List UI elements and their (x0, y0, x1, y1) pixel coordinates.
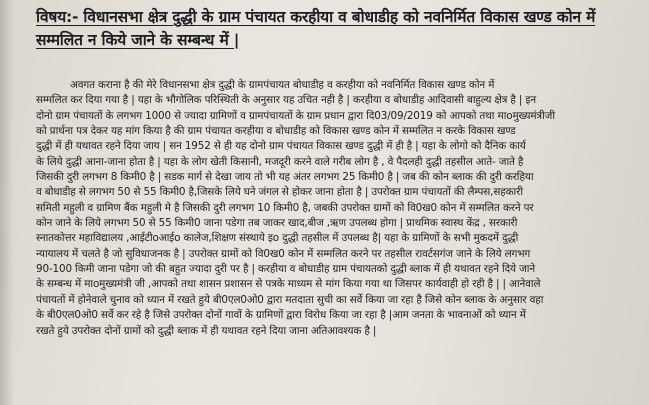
body-line: रखते हुये उपरोक्त दोनों ग्रामों को दुद्धी ब्लाक में ही यथावत रहने दिया जाना अतिआवश्यक है | (36, 324, 377, 337)
body-line: स्नातकोत्तर महाविद्यालय ,आईटीoआईo कालेज,शिक्षण संस्थाये इo दुद्धी तहसील में उपलब्ध है| यहा के ग्रामिणों के सभी मुकदमें दुद्धी (36, 232, 519, 245)
body-line: कोन जाने के लिये लगभग 50 से 55 किमी0 जाना पडेगा तब जाकर खाद,बीज ,ऋण उपलब्ध होगा | प्राथमिक स्वास्थ केंद्र , सरकारी (36, 217, 518, 230)
body-line: दुद्धी में ही यथावत रहने दिया जाय | सन 1952 से ही यह दोनो ग्राम पंचायत विकास खण्ड दुद्धी में ही है | यहा के लोगो को दैनिक कार्य (36, 140, 526, 153)
subject-heading (36, 6, 635, 52)
body-line: व बोधाडीह से लगभग 50 से 55 किमी0 है,जिसके लिये घने जंगल से होकर जाना होता है | उपरोक्त ग्राम पंचायतों की लैम्पस,सहकारी (36, 186, 523, 199)
page-edge-shadow (0, 0, 14, 405)
body-line: न्यायालय में चलते है जो सुविधाजनक है | उपरोक्त ग्रामों को वि0ख0 कोन में सम्मलित करने पर तहसील रावर्टसगंज जाने के लिये लगभग (36, 247, 531, 260)
body-line: समिती महुली व ग्रामिण बैंक महुली मे है जिसकी दुरी लगभग 10 किमी0 है, जबकी उपरोक्त ग्रामों को वि0ख0 कोन में सम्मलित करने पर (36, 201, 534, 214)
body-line: को प्रार्थना पत्र देकर यह मांग किया है की ग्राम पंचायत करहीया व बोधाडीह को विकास खण्ड कोन में सम्मलित न करके विकास खण्ड (36, 125, 516, 138)
body-line: के लिये दुद्धी आना-जाना होता है | यहा के लोग खेती किसानी, मजदूरी करने वाले गरीब लोग है , वे पैदलही दुद्धी तहसील आते- जाते है (36, 155, 524, 168)
body-line: दोनो ग्राम पंचायतों के लगभग 1000 से ज्यादा ग्रामिणों व ग्रामपंचायतों के ग्राम प्रधान द्वारा दि03/09/2019 को आपको तथा माoमुख्यमंत्रीजी (36, 109, 555, 122)
body-line: अवगत कराना है की मेरे विधानसभा क्षेत्र दुद्धी के ग्रामपंचायत बोधाडीह व करहीया को नवनिर्मित विकास खण्ड कोन में (70, 79, 495, 91)
body-line: 90-100 किमी जाना पडेगा जो की बहुत ज्यादा दुरी पर है | करहीया व बोधाडीह ग्राम पंचायतको दुद्धी ब्लाक में ही यथावत रहने दिये जाने (36, 263, 535, 276)
subject-line: सम्मलित न किये जाने के सम्बन्ध में | (36, 31, 240, 49)
body-line: के बी0एल0ओ0 सर्वे कर रहे है जिसे उपरोक्त दोनों गावों के ग्रामिणों द्वारा विरोध किया जा रहा है |आम जनता के भावनाओं को ध्यान में (36, 309, 526, 322)
letter-body (36, 78, 635, 339)
subject-line: विषय:- विधानसभा क्षेत्र दुद्धी के ग्राम पंचायत करहीया व बोधाडीह को नवनिर्मित विकास खण्ड कोन में (36, 8, 596, 26)
body-line: जिसकी दुरी लगभग 8 किमी0 है | सडक मार्ग से देखा जाय तो भी यह अंतर लगभग 25 किमी0 है | जब की कोन ब्लाक की दुरी करहिया (36, 171, 534, 184)
body-line: के सम्बन्ध में माoमुख्यमंत्री जी ,आपको तथा शासन प्रशासन से पत्रके माध्यम से मांग किया गया था जिसपर कार्यवाही हो रही है | | आनेवाले (36, 278, 541, 291)
body-line: सम्मलित कर दिया गया है | यहा के भौगोलिक परिस्थिती के अनुसार यह उचित नही है | करहीया व बोधाडीह आदिवासी बाहुल्य क्षेत्र है | इन (36, 94, 537, 107)
body-line: पंचायतों में होनेवाले चुनाव को ध्यान में रखते हुये बी0एल0ओ0 द्वारा मतदाता सुची का सर्वे किया जा रहा है जिसे कोन ब्लाक के अनुसार वहा (36, 293, 544, 306)
